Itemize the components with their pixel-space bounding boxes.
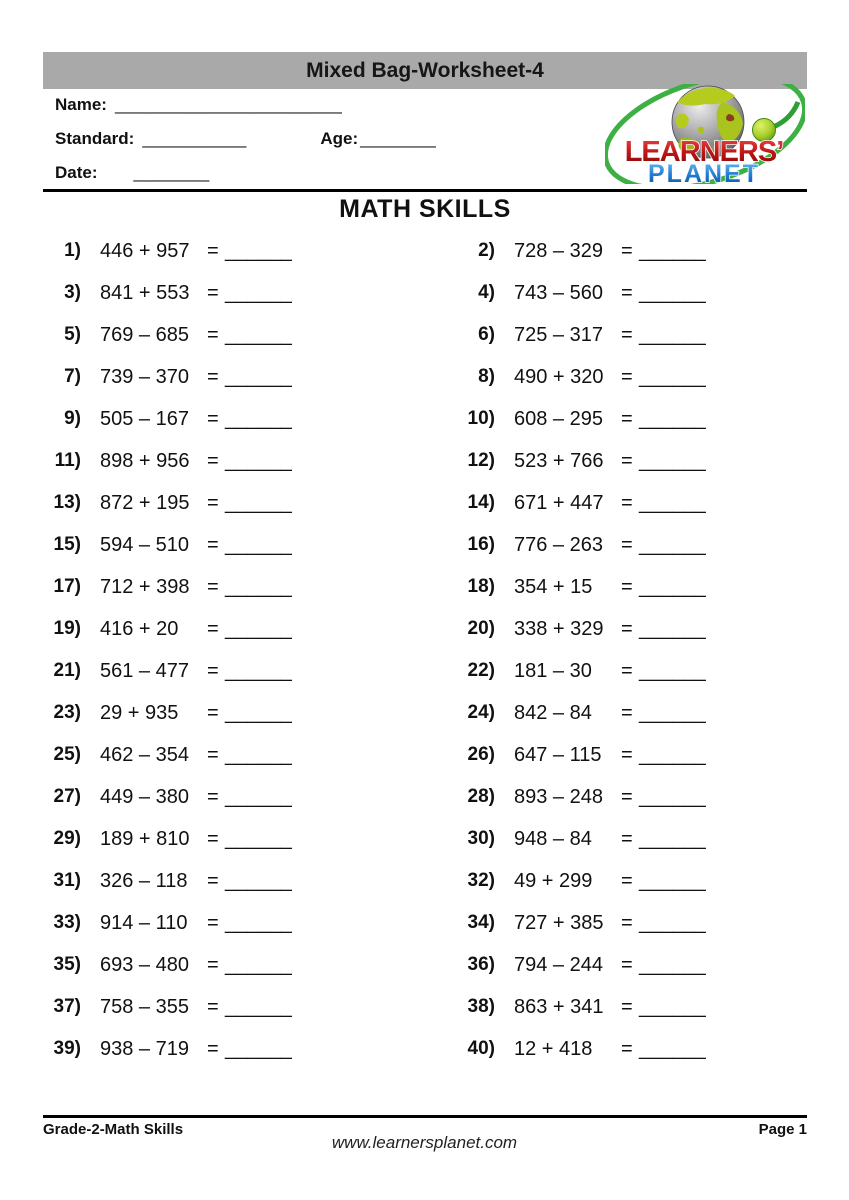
problem-number: 14) [467, 492, 495, 513]
answer-blank[interactable]: ______ [639, 323, 706, 346]
equals-sign: = [621, 617, 633, 640]
problem-expression: 728 – 329 [514, 239, 603, 262]
date-row [55, 156, 436, 190]
problem-number: 31) [53, 870, 81, 891]
name-label: Name: [55, 95, 107, 114]
problem-expression: 693 – 480 [100, 953, 189, 976]
answer-blank[interactable]: ______ [639, 281, 706, 304]
website-url[interactable]: www.learnersplanet.com [331, 1133, 518, 1152]
problem-item [425, 356, 807, 398]
equals-sign: = [207, 869, 219, 892]
problem-expression: 727 + 385 [514, 911, 604, 934]
problem-expression: 948 – 84 [514, 827, 592, 850]
problem-number: 28) [467, 786, 495, 807]
problem-number: 30) [467, 828, 495, 849]
problem-expression: 446 + 957 [100, 239, 190, 262]
problem-item [43, 440, 425, 482]
problem-number: 36) [467, 954, 495, 975]
answer-blank[interactable]: ______ [225, 449, 292, 472]
problem-item [43, 860, 425, 902]
equals-sign: = [207, 827, 219, 850]
problem-item [425, 524, 807, 566]
problem-item [43, 776, 425, 818]
problems-grid [43, 230, 807, 1070]
standard-age-row [55, 122, 436, 156]
age-label: Age: [320, 129, 359, 148]
problem-item [425, 944, 807, 986]
equals-sign: = [621, 239, 633, 262]
answer-blank[interactable]: ______ [639, 533, 706, 556]
problem-expression: 416 + 20 [100, 617, 179, 640]
date-blank-line[interactable]: ________ [133, 163, 210, 182]
problem-number: 13) [53, 492, 81, 513]
answer-blank[interactable]: ______ [225, 743, 292, 766]
equals-sign: = [207, 743, 219, 766]
problem-expression: 12 + 418 [514, 1037, 593, 1060]
problem-expression: 776 – 263 [514, 533, 603, 556]
answer-blank[interactable]: ______ [639, 659, 706, 682]
logo-wordmark-planet: PLANET [648, 160, 760, 184]
problem-expression: 758 – 355 [100, 995, 189, 1018]
problem-item [425, 650, 807, 692]
problem-item [43, 608, 425, 650]
problem-item [425, 314, 807, 356]
equals-sign: = [207, 533, 219, 556]
problem-number: 5) [64, 324, 81, 345]
problem-item [425, 482, 807, 524]
problem-item [425, 1028, 807, 1070]
problem-item [43, 398, 425, 440]
equals-sign: = [621, 827, 633, 850]
problem-item [43, 692, 425, 734]
problem-expression: 505 – 167 [100, 407, 189, 430]
problem-expression: 326 – 118 [100, 869, 188, 892]
problem-expression: 842 – 84 [514, 701, 592, 724]
problem-item [425, 902, 807, 944]
problem-item [425, 734, 807, 776]
age-blank-line[interactable]: ________ [360, 129, 436, 148]
equals-sign: = [621, 575, 633, 598]
problem-item [43, 902, 425, 944]
answer-blank[interactable]: ______ [639, 575, 706, 598]
problem-item [43, 734, 425, 776]
answer-blank[interactable]: ______ [225, 239, 292, 262]
problem-item [43, 356, 425, 398]
equals-sign: = [621, 785, 633, 808]
problem-expression: 725 – 317 [514, 323, 603, 346]
problem-item [425, 818, 807, 860]
equals-sign: = [207, 785, 219, 808]
problem-number: 38) [467, 996, 495, 1017]
equals-sign: = [207, 407, 219, 430]
answer-blank[interactable]: ______ [639, 365, 706, 388]
worksheet-title: Mixed Bag-Worksheet-4 [306, 58, 544, 82]
problem-expression: 938 – 719 [100, 1037, 189, 1060]
problem-expression: 490 + 320 [514, 365, 604, 388]
problem-expression: 863 + 341 [514, 995, 604, 1018]
problem-expression: 181 – 30 [514, 659, 592, 682]
answer-blank[interactable]: ______ [639, 785, 706, 808]
equals-sign: = [207, 953, 219, 976]
problem-item [43, 314, 425, 356]
problem-expression: 449 – 380 [100, 785, 189, 808]
problem-expression: 49 + 299 [514, 869, 593, 892]
equals-sign: = [621, 491, 633, 514]
problem-item [43, 566, 425, 608]
answer-blank[interactable]: ______ [639, 1037, 706, 1060]
answer-blank[interactable]: ______ [639, 449, 706, 472]
problem-number: 17) [53, 576, 81, 597]
problem-expression: 671 + 447 [514, 491, 604, 514]
equals-sign: = [207, 281, 219, 304]
problem-item [425, 272, 807, 314]
standard-label: Standard: [55, 129, 135, 148]
answer-blank[interactable]: ______ [225, 575, 292, 598]
problem-expression: 739 – 370 [100, 365, 189, 388]
problem-number: 16) [467, 534, 495, 555]
problem-item [425, 860, 807, 902]
problem-number: 40) [467, 1038, 495, 1059]
problem-number: 21) [53, 660, 81, 681]
problem-number: 22) [467, 660, 495, 681]
equals-sign: = [207, 491, 219, 514]
problem-number: 18) [467, 576, 495, 597]
equals-sign: = [621, 659, 633, 682]
answer-blank[interactable]: ______ [639, 617, 706, 640]
answer-blank[interactable]: ______ [225, 869, 292, 892]
problem-number: 25) [53, 744, 81, 765]
problem-item [425, 230, 807, 272]
section-title: MATH SKILLS [339, 195, 511, 223]
footer-grade-label: Grade-2-Math Skills [43, 1121, 184, 1138]
equals-sign: = [207, 701, 219, 724]
problem-item [425, 692, 807, 734]
problem-number: 19) [53, 618, 81, 639]
equals-sign: = [207, 323, 219, 346]
name-blank-line[interactable]: ________________________ [114, 95, 342, 114]
problem-expression: 354 + 15 [514, 575, 593, 598]
answer-blank[interactable]: ______ [639, 953, 706, 976]
equals-sign: = [621, 743, 633, 766]
problem-item [43, 818, 425, 860]
problem-item [425, 440, 807, 482]
problem-expression: 189 + 810 [100, 827, 190, 850]
answer-blank[interactable]: ______ [225, 953, 292, 976]
problem-expression: 608 – 295 [514, 407, 603, 430]
problem-expression: 898 + 956 [100, 449, 190, 472]
equals-sign: = [621, 911, 633, 934]
standard-blank-line[interactable]: ___________ [142, 129, 247, 148]
problem-number: 15) [53, 534, 81, 555]
problem-number: 35) [53, 954, 81, 975]
problem-expression: 462 – 354 [100, 743, 189, 766]
problem-expression: 712 + 398 [100, 575, 190, 598]
problem-expression: 743 – 560 [514, 281, 603, 304]
problem-expression: 594 – 510 [100, 533, 189, 556]
problem-expression: 561 – 477 [100, 659, 189, 682]
equals-sign: = [621, 869, 633, 892]
problem-item [43, 944, 425, 986]
equals-sign: = [207, 617, 219, 640]
equals-sign: = [621, 701, 633, 724]
problem-number: 26) [467, 744, 495, 765]
problem-expression: 841 + 553 [100, 281, 190, 304]
problem-item [43, 650, 425, 692]
problem-item [425, 986, 807, 1028]
answer-blank[interactable]: ______ [639, 995, 706, 1018]
logo-wordmark-learners: LEARNERS’ [624, 136, 784, 168]
problem-number: 27) [53, 786, 81, 807]
equals-sign: = [621, 365, 633, 388]
answer-blank[interactable]: ______ [639, 491, 706, 514]
problem-number: 20) [467, 618, 495, 639]
problem-expression: 338 + 329 [514, 617, 604, 640]
equals-sign: = [207, 1037, 219, 1060]
problem-number: 7) [64, 366, 81, 387]
problem-expression: 769 – 685 [100, 323, 189, 346]
answer-blank[interactable]: ______ [225, 911, 292, 934]
answer-blank[interactable]: ______ [639, 827, 706, 850]
equals-sign: = [207, 239, 219, 262]
problem-item [425, 608, 807, 650]
problem-item [425, 398, 807, 440]
problem-expression: 914 – 110 [100, 911, 188, 934]
problem-item [43, 524, 425, 566]
equals-sign: = [207, 995, 219, 1018]
problem-number: 39) [53, 1038, 81, 1059]
answer-blank[interactable]: ______ [225, 323, 292, 346]
equals-sign: = [621, 407, 633, 430]
answer-blank[interactable]: ______ [225, 701, 292, 724]
answer-blank[interactable]: ______ [225, 1037, 292, 1060]
answer-blank[interactable]: ______ [225, 827, 292, 850]
problem-item [425, 566, 807, 608]
answer-blank[interactable]: ______ [225, 407, 292, 430]
name-row [55, 88, 436, 122]
answer-blank[interactable]: ______ [225, 995, 292, 1018]
footer-divider [43, 1115, 807, 1118]
equals-sign: = [621, 953, 633, 976]
problem-expression: 794 – 244 [514, 953, 603, 976]
problem-item [43, 986, 425, 1028]
learners-planet-logo [605, 84, 805, 184]
problem-number: 4) [478, 282, 495, 303]
answer-blank[interactable]: ______ [225, 491, 292, 514]
problem-item [43, 482, 425, 524]
problem-number: 1) [64, 240, 81, 261]
problem-number: 37) [53, 996, 81, 1017]
answer-blank[interactable]: ______ [639, 407, 706, 430]
problem-number: 34) [467, 912, 495, 933]
problem-item [43, 230, 425, 272]
answer-blank[interactable]: ______ [639, 743, 706, 766]
problem-item [425, 776, 807, 818]
equals-sign: = [621, 323, 633, 346]
problem-number: 8) [478, 366, 495, 387]
age-group [320, 129, 435, 149]
answer-blank[interactable]: ______ [225, 659, 292, 682]
equals-sign: = [621, 281, 633, 304]
answer-blank[interactable]: ______ [639, 911, 706, 934]
problem-number: 9) [64, 408, 81, 429]
equals-sign: = [621, 533, 633, 556]
equals-sign: = [207, 449, 219, 472]
problem-expression: 29 + 935 [100, 701, 179, 724]
problem-number: 3) [64, 282, 81, 303]
problem-number: 33) [53, 912, 81, 933]
date-label: Date: [55, 163, 98, 182]
problem-number: 11) [54, 450, 81, 471]
problem-number: 32) [467, 870, 495, 891]
problem-expression: 647 – 115 [514, 743, 602, 766]
answer-blank[interactable]: ______ [225, 533, 292, 556]
equals-sign: = [207, 659, 219, 682]
equals-sign: = [621, 449, 633, 472]
problem-item [43, 272, 425, 314]
answer-blank[interactable]: ______ [225, 281, 292, 304]
answer-blank[interactable]: ______ [639, 239, 706, 262]
footer-page-number: Page 1 [758, 1121, 807, 1138]
answer-blank[interactable]: ______ [225, 365, 292, 388]
answer-blank[interactable]: ______ [639, 869, 706, 892]
equals-sign: = [621, 1037, 633, 1060]
answer-blank[interactable]: ______ [639, 701, 706, 724]
problem-expression: 872 + 195 [100, 491, 190, 514]
equals-sign: = [207, 365, 219, 388]
problem-number: 6) [478, 324, 495, 345]
problem-expression: 523 + 766 [514, 449, 604, 472]
answer-blank[interactable]: ______ [225, 617, 292, 640]
header-divider [43, 189, 807, 192]
problem-number: 12) [467, 450, 495, 471]
answer-blank[interactable]: ______ [225, 785, 292, 808]
problem-expression: 893 – 248 [514, 785, 603, 808]
problem-number: 10) [467, 408, 495, 429]
equals-sign: = [621, 995, 633, 1018]
header-fields [55, 88, 436, 190]
problem-number: 23) [53, 702, 81, 723]
problem-item [43, 1028, 425, 1070]
problem-number: 2) [478, 240, 495, 261]
problem-number: 29) [53, 828, 81, 849]
equals-sign: = [207, 911, 219, 934]
equals-sign: = [207, 575, 219, 598]
problem-number: 24) [467, 702, 495, 723]
